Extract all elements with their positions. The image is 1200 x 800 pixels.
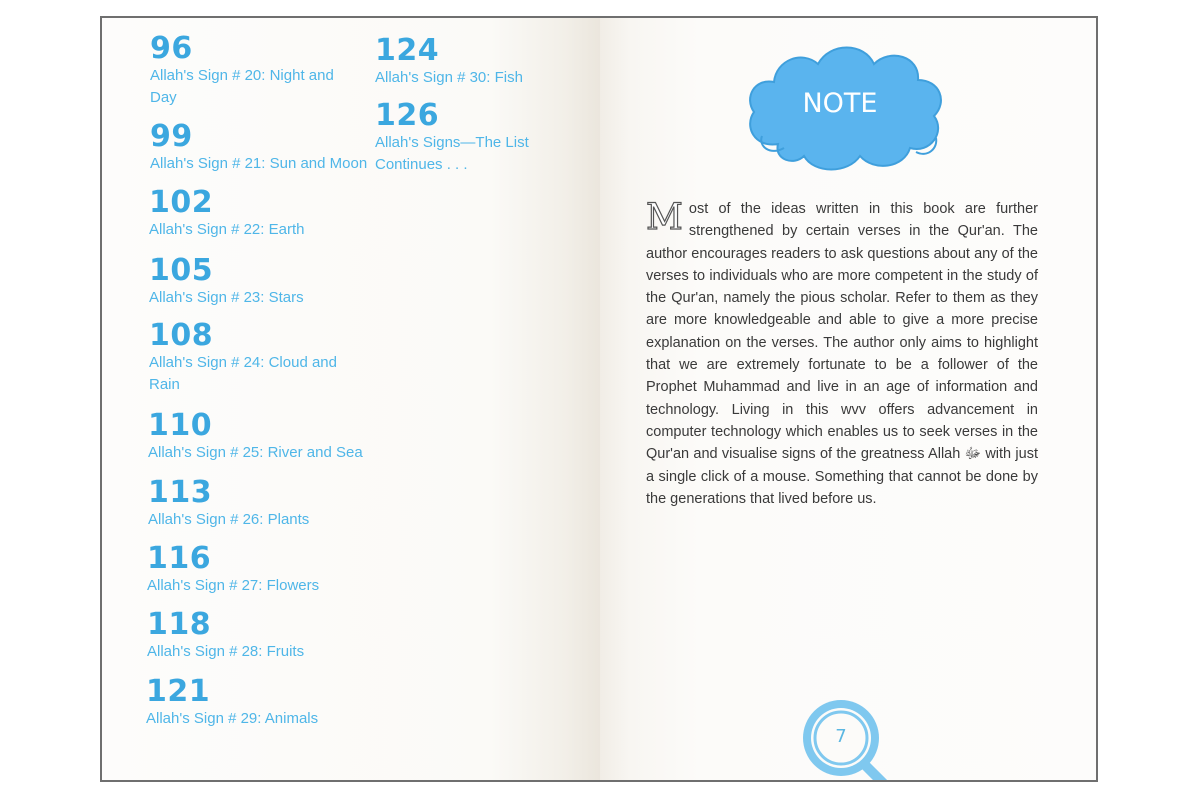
- toc-title: Allah's Sign # 26: Plants: [148, 511, 310, 528]
- toc-page-number: 99: [150, 119, 193, 154]
- toc-title: Allah's Sign # 29: Animals: [146, 710, 319, 727]
- page-number-badge: [796, 696, 896, 782]
- toc-title: Allah's Sign # 30: Fish: [375, 69, 523, 86]
- left-page-toc: [102, 18, 600, 780]
- toc-page-number: 105: [149, 253, 214, 288]
- toc-entry: [148, 408, 378, 464]
- toc-entry: [375, 98, 595, 176]
- note-body-text: ost of the ideas written in this book are further strengthened by certain verses in the Qur'an. The author encourages readers to ask questions about any of the verses to individuals who are more competent in the study of the Qur'an, namely the pious scholar. Refer to them as they are more knowledgeable and able to give a more precise explanation on the verses. The author only aims to highlight that we are extremely fortunate to be a follower of the Prophet Muhammad and live in an age of information and technology. Living in this wvv offers advancement in computer technology which enables us to seek verses in the Qur'an and visualise signs of the greatness Allah ﷻ with just a single click of a mouse. Something that cannot be done by the generations that lived before us.: [646, 201, 1038, 507]
- note-heading: NOTE: [802, 88, 878, 119]
- toc-page-number: 118: [147, 607, 212, 642]
- toc-entry: [150, 31, 370, 109]
- toc-entry: [150, 119, 380, 175]
- toc-page-number: 110: [148, 408, 213, 443]
- toc-title: Allah's Sign # 22: Earth: [149, 221, 305, 238]
- toc-entry: [148, 475, 368, 531]
- page-number: 7: [835, 726, 847, 747]
- toc-page-number: 126: [375, 98, 440, 133]
- toc-title: Allah's Sign # 28: Fruits: [147, 643, 305, 660]
- toc-entry: [149, 253, 369, 309]
- book-spread: [100, 16, 1098, 782]
- toc-title: Allah's Sign # 21: Sun and Moon: [150, 155, 368, 172]
- toc-title: Allah's Sign # 27: Flowers: [147, 577, 320, 594]
- note-body: [646, 198, 1038, 510]
- toc-page-number: 124: [375, 33, 440, 68]
- toc-page-number: 96: [150, 31, 193, 66]
- toc-entry: [147, 541, 367, 597]
- toc-title: Allah's Sign # 20: Night and Day: [150, 67, 334, 106]
- toc-page-number: 113: [148, 475, 213, 510]
- toc-page-number: 108: [149, 318, 214, 353]
- toc-title: Allah's Sign # 24: Cloud and Rain: [149, 354, 337, 393]
- toc-title: Allah's Sign # 25: River and Sea: [148, 444, 363, 461]
- drop-cap: M: [646, 197, 683, 238]
- toc-title: Allah's Signs—The List Continues . . .: [375, 134, 529, 173]
- toc-entry: [149, 318, 369, 396]
- toc-entry: [146, 674, 366, 730]
- toc-entry: [375, 33, 595, 89]
- toc-page-number: 121: [146, 674, 211, 709]
- note-cloud: [740, 36, 950, 176]
- toc-page-number: 102: [149, 185, 214, 220]
- toc-title: Allah's Sign # 23: Stars: [149, 289, 304, 306]
- toc-entry: [149, 185, 369, 241]
- toc-entry: [147, 607, 367, 663]
- toc-page-number: 116: [147, 541, 212, 576]
